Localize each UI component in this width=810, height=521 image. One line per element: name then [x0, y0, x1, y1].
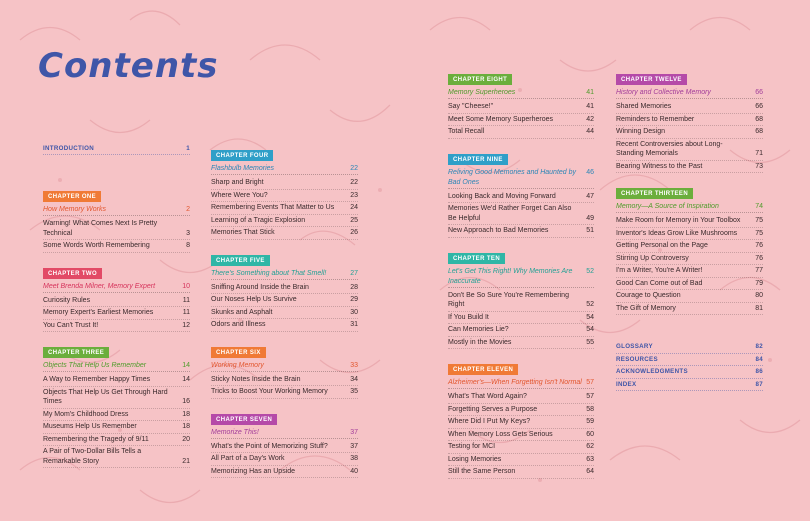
entry-page: 59	[586, 418, 594, 425]
toc-entry[interactable]	[43, 421, 190, 434]
back-matter-item[interactable]	[616, 341, 763, 354]
chapter-block	[43, 262, 190, 333]
entry-page: 68	[755, 115, 763, 123]
toc-entry[interactable]	[448, 290, 594, 312]
chapter-block	[211, 408, 358, 479]
chapter-title: Flashbulb Memories	[211, 165, 275, 172]
toc-entry[interactable]	[616, 126, 763, 139]
page-title: Contents	[38, 46, 219, 86]
entry-title: Good Can Come out of Bad	[616, 279, 703, 287]
entry-page: 40	[350, 467, 358, 475]
chapter-page: 74	[755, 203, 763, 210]
chapter-tag: CHAPTER THIRTEEN	[616, 188, 693, 199]
entry-title: Courage to Question	[616, 292, 681, 299]
entry-page: 51	[586, 227, 594, 234]
entry-page: 34	[350, 375, 358, 383]
chapter-tag: CHAPTER TWELVE	[616, 74, 687, 85]
chapter-tag: CHAPTER FOUR	[211, 150, 273, 161]
toc-entry[interactable]	[211, 386, 358, 399]
entry-page: 21	[182, 457, 190, 465]
chapter-block	[616, 182, 763, 315]
toc-entry[interactable]	[43, 320, 190, 333]
chapter-page: 10	[182, 282, 190, 290]
toc-entry[interactable]	[448, 429, 594, 442]
chapter-title-row[interactable]	[211, 164, 358, 175]
entry-title: New Approach to Bad Memories	[448, 227, 549, 234]
entry-title: Meet Some Memory Superheroes	[448, 115, 554, 123]
toc-entry[interactable]	[448, 324, 594, 337]
entry-page: 28	[350, 283, 358, 291]
entry-title: Memories We'd Rather Forget Can Also Be Helpful	[448, 205, 572, 222]
chapter-title-row[interactable]	[43, 205, 190, 216]
entry-title: I'm a Writer, You're A Writer!	[616, 267, 703, 274]
chapter-block	[448, 358, 594, 479]
toc-entry[interactable]	[448, 203, 594, 225]
toc-entry[interactable]	[616, 228, 763, 241]
chapter-title: Memory—A Source of Inspiration	[616, 203, 719, 210]
entry-title: The Gift of Memory	[616, 304, 676, 312]
entry-title: Testing for MCI	[448, 443, 496, 450]
entry-page: 58	[586, 405, 594, 413]
entry-title: Say "Cheese!"	[448, 103, 494, 110]
chapter-page: 52	[586, 267, 594, 275]
entry-page: 16	[182, 398, 190, 405]
chapter-block	[43, 341, 190, 468]
chapter-tag: CHAPTER THREE	[43, 347, 109, 358]
back-matter-label: RESOURCES	[616, 355, 658, 363]
chapter-tag: CHAPTER ONE	[43, 191, 101, 202]
entry-title: Museums Help Us Remember	[43, 423, 137, 430]
chapter-title: Objects That Help Us Remember	[43, 362, 147, 369]
entry-title: Getting Personal on the Page	[616, 242, 708, 249]
chapter-title: History and Collective Memory	[616, 89, 711, 96]
intro-label: INTRODUCTION	[43, 145, 95, 152]
toc-entry[interactable]	[448, 391, 594, 404]
entry-title: Objects That Help Us Get Through Hard Times	[43, 388, 168, 405]
chapter-title: How Memory Works	[43, 206, 107, 213]
entry-title: Learning of a Tragic Explosion	[211, 216, 306, 224]
chapter-page: 57	[586, 379, 594, 386]
entry-page: 29	[350, 296, 358, 303]
entry-title: Memorizing Has an Upside	[211, 467, 296, 475]
entry-page: 41	[586, 103, 594, 110]
chapter-title-row[interactable]	[448, 267, 594, 288]
entry-title: Where Did I Put My Keys?	[448, 418, 531, 425]
chapter-tag: CHAPTER SIX	[211, 347, 266, 358]
entry-title: Forgetting Serves a Purpose	[448, 405, 538, 413]
chapter-page: 46	[586, 168, 594, 176]
entry-title: Bearing Witness to the Past	[616, 162, 703, 170]
toc-entry[interactable]	[211, 215, 358, 228]
toc-entry[interactable]	[448, 466, 594, 479]
entry-page: 38	[350, 455, 358, 462]
entry-page: 37	[350, 442, 358, 450]
toc-entry[interactable]	[43, 374, 190, 387]
entry-title: Still the Same Person	[448, 468, 516, 475]
chapter-title: There's Something about That Smell!	[211, 269, 327, 277]
toc-entry[interactable]	[448, 312, 594, 325]
back-matter-item[interactable]	[616, 354, 763, 367]
chapter-page: 33	[350, 361, 358, 369]
toc-entry[interactable]	[448, 225, 594, 238]
entry-title: Warning! What Comes Next Is Pretty Technical	[43, 220, 158, 237]
entry-title: When Memory Loss Gets Serious	[448, 430, 553, 438]
entry-page: 22	[350, 179, 358, 186]
entry-title: Sharp and Bright	[211, 179, 264, 186]
toc-column-3	[448, 68, 594, 488]
toc-entry[interactable]	[616, 290, 763, 303]
chapter-block	[448, 247, 594, 350]
chapter-page: 2	[186, 206, 190, 213]
intro-page: 1	[186, 145, 190, 152]
entry-title: Looking Back and Moving Forward	[448, 192, 556, 200]
chapter-title: Reliving Good Memories and Haunted by Bad Ones	[448, 168, 577, 186]
toc-entry[interactable]	[211, 190, 358, 203]
entry-title: Remembering the Tragedy of 9/11	[43, 435, 149, 443]
chapter-block	[211, 249, 358, 332]
chapter-title: Memory Superheroes	[448, 89, 516, 96]
entry-page: 14	[182, 376, 190, 383]
chapter-title-row[interactable]	[211, 269, 358, 280]
toc-entry[interactable]	[211, 227, 358, 240]
toc-entry[interactable]	[211, 282, 358, 295]
toc-column-1	[43, 144, 190, 477]
entry-title: Where Were You?	[211, 191, 268, 199]
toc-entry[interactable]	[211, 294, 358, 307]
toc-entry[interactable]	[448, 416, 594, 429]
back-matter-page: 86	[755, 368, 763, 375]
entry-title: Losing Memories	[448, 455, 502, 463]
chapter-tag: CHAPTER FIVE	[211, 255, 270, 266]
chapter-tag: CHAPTER TWO	[43, 268, 102, 279]
entry-page: 18	[182, 410, 190, 418]
chapter-title: Let's Get This Right! Why Memories Are Inaccurate	[448, 267, 573, 285]
toc-entry[interactable]	[448, 101, 594, 114]
entry-page: 66	[755, 103, 763, 110]
entry-title: Shared Memories	[616, 103, 672, 110]
entry-title: Total Recall	[448, 128, 485, 135]
entry-title: What's That Word Again?	[448, 393, 527, 400]
entry-title: Inventor's Ideas Grow Like Mushrooms	[616, 229, 738, 237]
toc-entry[interactable]	[43, 307, 190, 320]
entry-page: 11	[182, 309, 190, 316]
entry-page: 26	[350, 229, 358, 236]
chapter-block	[211, 144, 358, 240]
entry-page: 12	[182, 321, 190, 329]
toc-entry[interactable]	[448, 454, 594, 467]
entry-page: 76	[755, 254, 763, 262]
toc-entry[interactable]	[448, 337, 594, 350]
entry-page: 35	[350, 388, 358, 395]
entry-title: Stirring Up Controversy	[616, 254, 689, 262]
entry-page: 54	[586, 326, 594, 333]
entry-page: 49	[586, 214, 594, 222]
toc-entry[interactable]	[616, 253, 763, 266]
toc-entry[interactable]	[616, 161, 763, 174]
entry-page: 57	[586, 393, 594, 400]
entry-page: 76	[755, 242, 763, 249]
entry-page: 44	[586, 128, 594, 135]
chapter-title: Meet Brenda Milner, Memory Expert	[43, 282, 156, 290]
entry-title: My Mom's Childhood Dress	[43, 410, 129, 418]
toc-entry[interactable]	[616, 139, 763, 161]
toc-entry[interactable]	[43, 387, 190, 409]
entry-page: 73	[755, 162, 763, 170]
entry-title: If You Build It	[448, 313, 489, 321]
entry-page: 31	[350, 321, 358, 328]
toc-entry[interactable]	[616, 215, 763, 228]
toc-entry[interactable]	[448, 191, 594, 204]
entry-title: Remembering Events That Matter to Us	[211, 204, 335, 211]
toc-entry[interactable]	[43, 240, 190, 253]
entry-page: 11	[182, 296, 190, 304]
chapter-block	[43, 185, 190, 253]
entry-page: 20	[182, 435, 190, 443]
chapter-title-row[interactable]	[616, 202, 763, 213]
entry-page: 8	[186, 242, 190, 249]
toc-column-2	[211, 144, 358, 487]
entry-page: 79	[755, 279, 763, 287]
entry-title: Reminders to Remember	[616, 115, 695, 123]
entry-title: Memory Expert's Earliest Memories	[43, 309, 154, 316]
entry-page: 60	[586, 430, 594, 438]
chapter-title: Memorize This!	[211, 428, 259, 436]
entry-title: Make Room for Memory in Your Toolbox	[616, 217, 741, 224]
chapter-page: 41	[586, 89, 594, 96]
toc-entry[interactable]	[616, 303, 763, 316]
toc-entry[interactable]	[448, 126, 594, 139]
entry-page: 18	[182, 423, 190, 430]
toc-entry[interactable]	[211, 466, 358, 479]
back-matter-label: GLOSSARY	[616, 343, 653, 350]
chapter-tag: CHAPTER TEN	[448, 253, 505, 264]
chapter-tag: CHAPTER ELEVEN	[448, 364, 518, 375]
chapter-title-row[interactable]	[616, 88, 763, 99]
toc-entry[interactable]	[616, 240, 763, 253]
entry-page: 25	[350, 216, 358, 224]
entry-page: 68	[755, 128, 763, 135]
toc-column-4	[616, 68, 763, 391]
back-matter-list	[616, 341, 763, 391]
chapter-title: Alzheimer's—When Forgetting Isn't Normal	[448, 379, 582, 386]
chapter-title-row[interactable]	[448, 88, 594, 99]
entry-page: 52	[586, 301, 594, 308]
entry-page: 42	[586, 115, 594, 123]
chapter-title-row[interactable]	[448, 378, 594, 389]
chapter-page: 37	[350, 428, 358, 436]
chapter-block	[616, 68, 763, 173]
entry-title: Some Words Worth Remembering	[43, 242, 150, 249]
back-matter-page: 87	[755, 380, 763, 388]
toc-entry[interactable]	[616, 114, 763, 127]
entry-title: All Part of a Day's Work	[211, 455, 285, 462]
entry-title: Recent Controversies about Long-Standing Memorials	[616, 140, 723, 157]
entry-page: 55	[586, 338, 594, 346]
chapter-page: 22	[350, 165, 358, 172]
chapter-block	[448, 68, 594, 139]
entry-title: A Way to Remember Happy Times	[43, 376, 151, 383]
chapter-title-row[interactable]	[43, 361, 190, 372]
chapter-block	[448, 148, 594, 238]
chapter-tag: CHAPTER NINE	[448, 154, 508, 165]
back-matter-label: INDEX	[616, 380, 637, 388]
chapter-tag: CHAPTER EIGHT	[448, 74, 512, 85]
toc-introduction[interactable]	[43, 144, 190, 155]
entry-title: Our Noses Help Us Survive	[211, 296, 297, 303]
entry-page: 23	[350, 191, 358, 199]
entry-page: 71	[755, 150, 763, 157]
entry-title: Sticky Notes Inside the Brain	[211, 375, 301, 383]
entry-title: Sniffing Around Inside the Brain	[211, 283, 309, 291]
entry-page: 64	[586, 468, 594, 475]
entry-page: 3	[186, 229, 190, 237]
entry-title: Odors and Illness	[211, 321, 266, 328]
entry-page: 80	[755, 292, 763, 299]
back-matter-page: 82	[755, 343, 763, 350]
chapter-page: 14	[182, 362, 190, 369]
toc-entry[interactable]	[616, 278, 763, 291]
entry-title: Memories That Stick	[211, 229, 275, 236]
entry-page: 63	[586, 455, 594, 463]
chapter-tag: CHAPTER SEVEN	[211, 414, 277, 425]
toc-entry[interactable]	[616, 265, 763, 278]
back-matter-label: ACKNOWLEDGMENTS	[616, 368, 688, 375]
toc-entry[interactable]	[211, 177, 358, 190]
entry-title: What's the Point of Memorizing Stuff?	[211, 442, 328, 450]
toc-entry[interactable]	[211, 441, 358, 454]
back-matter-item[interactable]	[616, 379, 763, 392]
chapter-title: Working Memory	[211, 361, 264, 369]
toc-entry[interactable]	[211, 374, 358, 387]
entry-title: Mostly in the Movies	[448, 338, 512, 346]
entry-page: 62	[586, 443, 594, 450]
toc-entry[interactable]	[211, 319, 358, 332]
entry-page: 75	[755, 229, 763, 237]
chapter-page: 27	[350, 269, 358, 277]
chapter-title-row[interactable]	[211, 361, 358, 372]
toc-entry[interactable]	[43, 295, 190, 308]
entry-page: 75	[755, 217, 763, 224]
entry-page: 81	[755, 304, 763, 312]
entry-title: Skunks and Asphalt	[211, 308, 273, 316]
chapter-page: 66	[755, 89, 763, 96]
toc-entry[interactable]	[211, 307, 358, 320]
back-matter-item[interactable]	[616, 366, 763, 379]
entry-title: Tricks to Boost Your Working Memory	[211, 388, 328, 395]
toc-entry[interactable]	[43, 409, 190, 422]
entry-page: 54	[586, 313, 594, 321]
entry-title: Can Memories Lie?	[448, 326, 509, 333]
chapter-title-row[interactable]	[211, 428, 358, 439]
entry-title: You Can't Trust It!	[43, 321, 99, 329]
entry-page: 30	[350, 308, 358, 316]
toc-entry[interactable]	[43, 446, 190, 468]
toc-entry[interactable]	[43, 434, 190, 447]
chapter-title-row[interactable]	[43, 282, 190, 293]
entry-page: 77	[755, 267, 763, 274]
toc-entry[interactable]	[448, 441, 594, 454]
chapter-title-row[interactable]	[448, 168, 594, 189]
entry-page: 24	[350, 204, 358, 211]
back-matter-page: 84	[755, 355, 763, 363]
entry-title: A Pair of Two-Dollar Bills Tells a Remarkable Story	[43, 448, 142, 465]
toc-entry[interactable]	[616, 101, 763, 114]
chapter-block	[211, 341, 358, 399]
entry-title: Curiosity Rules	[43, 296, 91, 304]
toc-entry[interactable]	[448, 404, 594, 417]
toc-entry[interactable]	[211, 453, 358, 466]
toc-entry[interactable]	[43, 218, 190, 240]
toc-entry[interactable]	[448, 114, 594, 127]
entry-title: Winning Design	[616, 128, 666, 135]
toc-entry[interactable]	[211, 202, 358, 215]
entry-page: 47	[586, 192, 594, 200]
entry-title: Don't Be So Sure You're Remembering Right	[448, 291, 569, 308]
